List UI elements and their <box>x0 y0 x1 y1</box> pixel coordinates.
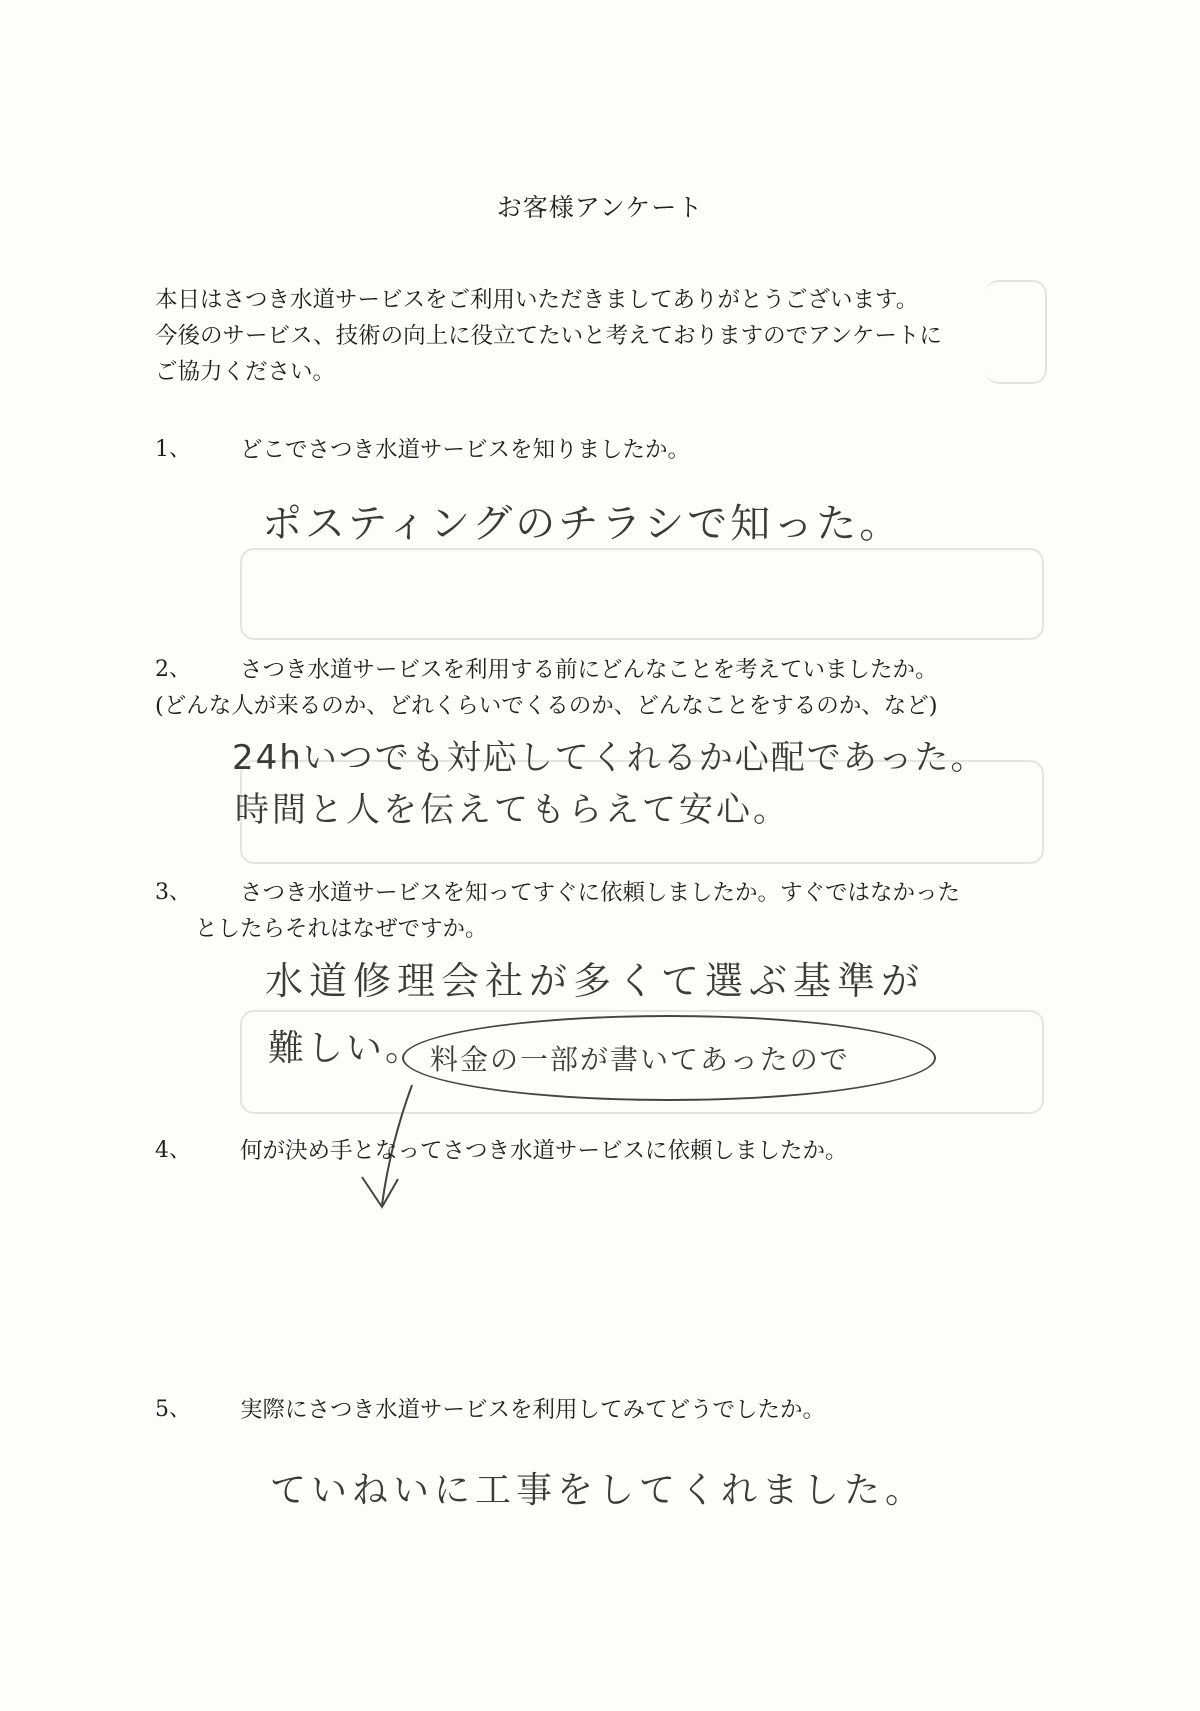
intro-line: 今後のサービス、技術の向上に役立てたいと考えておりますのでアンケートに <box>155 323 942 349</box>
question-number: 3、 <box>155 880 191 905</box>
question-text: どこでさつき水道サービスを知りましたか。 <box>240 437 691 463</box>
question-text: さつき水道サービスを利用する前にどんなことを考えていましたか。 <box>240 657 938 683</box>
handwritten-answer: 難しい。 <box>268 1028 425 1069</box>
question-number: 5、 <box>155 1397 191 1422</box>
handwritten-answer: ていねいに工事をしてくれました。 <box>270 1470 927 1511</box>
question-text: 何が決め手となってさつき水道サービスに依頼しましたか。 <box>240 1138 848 1164</box>
intro-line: 本日はさつき水道サービスをご利用いただきましてありがとうございます。 <box>155 287 919 313</box>
show-through-box <box>240 548 1044 640</box>
question-subtext: (どんな人が来るのか、どれくらいでくるのか、どんなことをするのか、など) <box>155 693 938 719</box>
handwritten-answer: 水道修理会社が多くて選ぶ基準が <box>265 959 926 1003</box>
question-number: 1、 <box>155 437 191 462</box>
question-number: 4、 <box>155 1138 191 1163</box>
intro-line: ご協力ください。 <box>155 359 336 385</box>
handwritten-answer: 時間と人を伝えてもらえて安心。 <box>235 790 790 830</box>
handwritten-answer: 24hいつでも対応してくれるか心配であった。 <box>232 738 987 778</box>
question-subtext: としたらそれはなぜですか。 <box>195 916 488 942</box>
intro-text <box>155 282 1055 390</box>
question-text: 実際にさつき水道サービスを利用してみてどうでしたか。 <box>240 1397 826 1423</box>
handwritten-note: 料金の一部が書いてあったので <box>430 1043 850 1076</box>
handwritten-answer: ポスティングのチラシで知った。 <box>262 501 903 547</box>
question-text: さつき水道サービスを知ってすぐに依頼しましたか。すぐではなかった <box>240 880 961 906</box>
question-number: 2、 <box>155 657 191 682</box>
page-title: お客様アンケート <box>496 193 704 222</box>
